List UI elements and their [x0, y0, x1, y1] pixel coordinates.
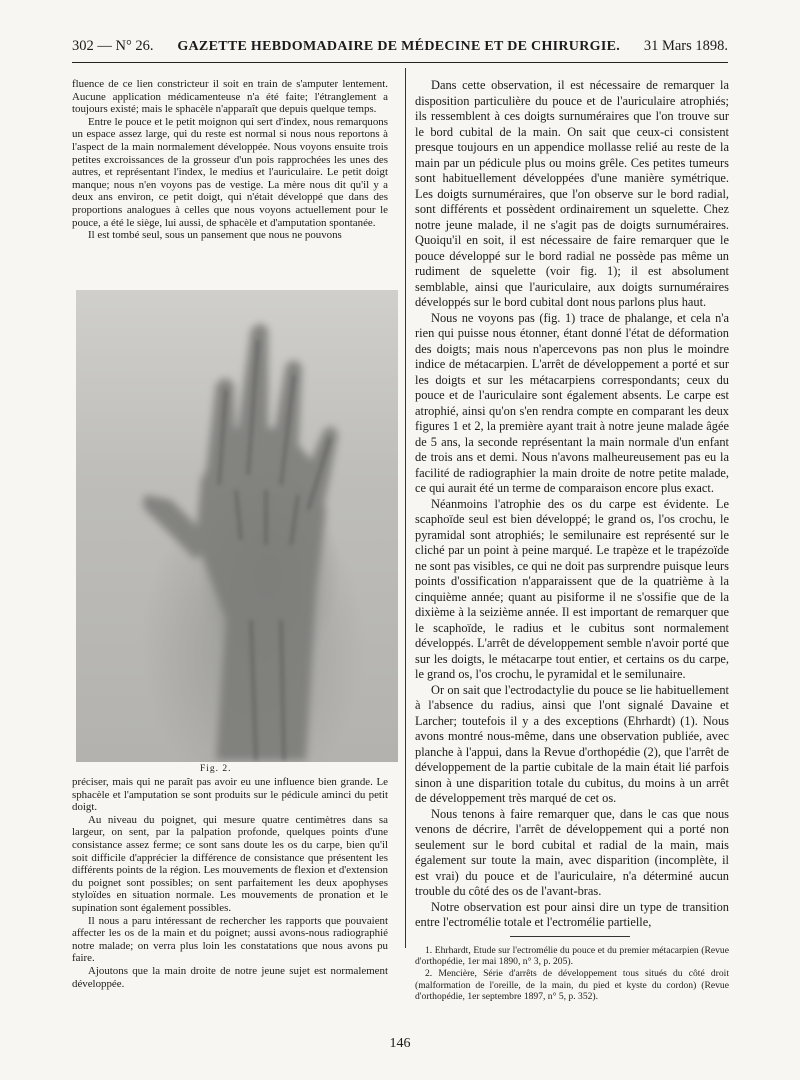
paragraph: Au niveau du poignet, qui mesure quatre centimètres dans sa largeur, on sent, par la palpation profonde, quelques points d'une consistance assez ferme; ce sont sans doute les os du carpe, bien qu'il soit difficile d'apprécier la différence de consistance que présentent les différents points de la région. Les mouvements de flexion et d'extension du poignet sont possibles; on sent parfaitement les deux apophyses styloïdes en situation normale. Les mouvements de pronation et le supination sont également possibles. — [72, 813, 388, 914]
hand-radiograph-image — [76, 290, 398, 762]
column-divider — [405, 68, 406, 948]
paragraph: Entre le pouce et le petit moignon qui sert d'index, nous remarquons un espace assez large, qui du reste est normal si nous nous reportons à l'aspect de la main normalement développée. Nous voyons ensuite trois petites excroissances de la grosseur d'un pois rapprochées les unes des autres, et représentant l'index, le medius et l'auriculaire. Le petit doigt manque; nous n'en voyons pas de vestige. La mère nous dit qu'il y a deux ans environ, ce petit doigt, qui n'était développé que dans des proportions analogues à celles que nous voyons actuellement pour le pouce, a été le siège, lui aussi, de sphacèle et d'amputation spontanée. — [72, 115, 388, 229]
paragraph: Or on sait que l'ectrodactylie du pouce se lie habituellement à l'absence du radius, ainsi que l'ont signalé Davaine et Larcher; toutefois il y a des exceptions (Ehrhardt) (1). Nous avons montré nous-même, dans une observation publiée, avec planche à l'appui, dans la Revue d'orthopédie (2), que l'arrêt de développement de la partie cubitale de la main était lié parfois sinon à une disparition totale du cubitus, du moins à un arrêt de développement très marqué de cet os. — [415, 682, 729, 805]
paragraph: fluence de ce lien constricteur il soit en train de s'amputer lentement. Aucune application médicamenteuse n'a été faite; l'étranglement a toujours existé; mais le sphacèle n'apparaît que depuis quelque temps. — [72, 78, 388, 116]
radiograph-figure — [76, 290, 398, 762]
footnote: 1. Ehrhardt, Etude sur l'ectromélie du pouce et du premier métacarpien (Revue d'orthopédie, 1er mai 1890, n° 3, p. 205). — [415, 945, 729, 968]
figure-caption: Fig. 2. — [200, 764, 232, 774]
left-column-bottom — [72, 776, 388, 990]
paragraph: Ajoutons que la main droite de notre jeune sujet est normalement développée. — [72, 964, 388, 990]
paragraph: Notre observation est pour ainsi dire un type de transition entre l'ectromélie totale et l'ectromélie partielle, — [415, 899, 729, 929]
left-column-top — [72, 78, 388, 242]
header-issue: 302 — N° 26. — [72, 38, 154, 54]
paragraph: Nous tenons à faire remarquer que, dans le cas que nous venons de décrire, l'arrêt de développement qui a porté non seulement sur le bord cubital et radial de la main, mais également sur toute la main, avec disparition (incomplète, il est vrai) du pouce et de l'auriculaire, n'a déterminé aucun trouble du côté des os de l'avant-bras. — [415, 806, 729, 898]
footnote: 2. Mencière, Série d'arrêts de développement tous situés du côté droit (malformation de l'oreille, de la main, du pied et kyste du cordon) (Revue d'orthopédie, 1er septembre 1897, n° 5, p. 352). — [415, 968, 729, 1002]
paragraph: Néanmoins l'atrophie des os du carpe est évidente. Le scaphoïde seul est bien développé; le grand os, l'os crochu, le pyramidal sont atrophiés; le semilunaire est représenté sur le cliché par un point à peine marqué. Le trapèze et le trapézoïde ne sont pas visibles, ce qui ne doit pas surprendre puisque leurs points d'ossification n'apparaissent que de la quatrième à la cinquième année; quant au pisiforme il ne s'ossifie que de la dixième à la seizième année. Il est important de remarquer que le scaphoïde, le radius et le cubitus sont normalement développés. L'arrêt de développement semble n'avoir porté que sur les doigts, le métacarpe tout entier, et certains os du carpe, le grand os, l'os crochu, le pyramidal et le semilunaire. — [415, 496, 729, 681]
footnotes — [415, 945, 729, 1003]
paragraph: Il nous a paru intéressant de rechercher les rapports que pouvaient affecter les os de la main et du poignet; aussi avons-nous radiographié notre malade; on verra plus loin les constatations que nous avons pu faire. — [72, 914, 388, 965]
footnote-rule — [510, 936, 630, 937]
header-date: 31 Mars 1898. — [643, 38, 728, 54]
page-number: 146 — [389, 1036, 411, 1051]
paragraph: préciser, mais qui ne paraît pas avoir eu une influence bien grande. Le sphacèle et l'amputation se sont produits sur le pédicule aminci du petit doigt. — [72, 776, 388, 814]
paragraph: Dans cette observation, il est nécessaire de remarquer la disposition particulière du pouce et de l'auriculaire atrophiés; ils ressemblent à ces doigts surnuméraires que l'on trouve sur le bord cubital de la main. On sait que ceux-ci consistent presque toujours en un appendice mollasse relié au reste de la main par un pédicule plus ou moins grêle. Ces petites tumeurs sont habituellement développées d'une manière symétrique. Les doigts surnuméraires, que l'on observe sur le bord radial, sont différents et possèdent ordinairement un squelette. Chez notre jeune malade, il ne s'agit pas de doigts surnuméraires. Quoiqu'il en soit, il est nécessaire de faire remarquer que le pouce développé sur le bord radial ne possède pas même un rudiment de squelette (voir fig. 1); il est absolument semblable, ainsi que l'auriculaire, aux doigts surnuméraires développés sur le bord cubital dont nous parlons plus haut. — [415, 78, 729, 309]
right-column — [415, 78, 729, 931]
journal-title: GAZETTE HEBDOMADAIRE DE MÉDECINE ET DE CHIRURGIE. — [177, 39, 621, 54]
paragraph: Il est tombé seul, sous un pansement que nous ne pouvons — [88, 229, 342, 242]
paragraph: Nous ne voyons pas (fig. 1) trace de phalange, et cela n'a rien qui puisse nous étonner, étant donné l'état de déformation des doigts; mais nous n'apercevons pas non plus le moindre indice de métacarpien. L'arrêt de développement a porté et sur les doigts et sur les métacarpiens correspondants; ceux du pouce et de l'auriculaire sont également absents. Le carpe est atrophié, ainsi qu'on s'en rendra compte en comparant les deux figures 1 et 2, la première ayant trait à notre jeune malade âgée de 5 ans, la seconde représentant la main normale d'un enfant de trois ans et demi. Nous n'avons malheureusement pas eu la facilité de radiographier la main droite de notre petite malade, ce qui aurait été un terme de comparaison encore plus exact. — [415, 310, 729, 495]
running-header — [72, 38, 728, 63]
